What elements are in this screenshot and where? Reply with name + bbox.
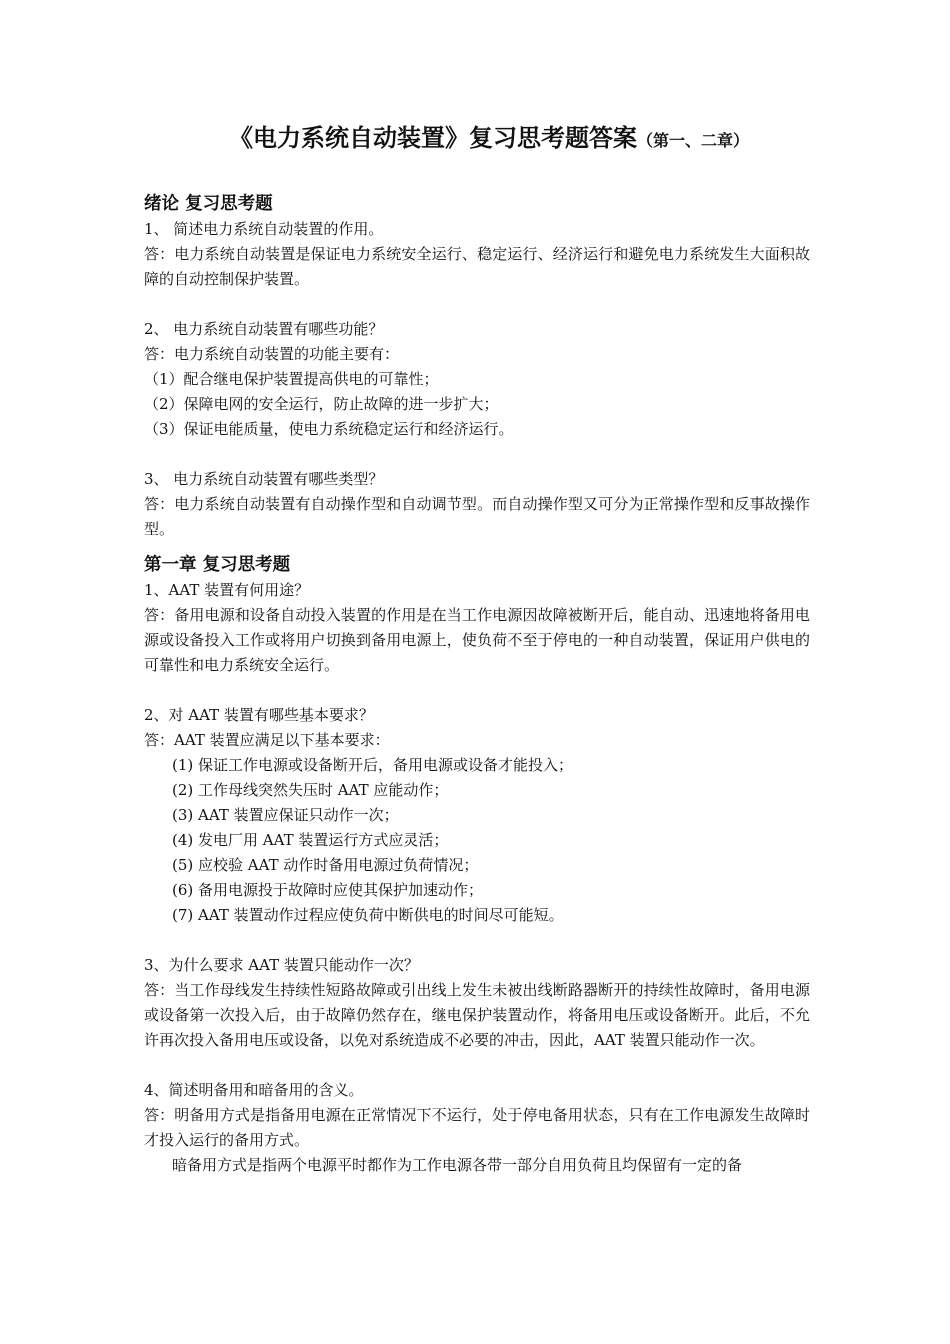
question-text: 1、AAT 装置有何用途？ xyxy=(144,581,310,599)
list-item: (5) 应校验 AAT 动作时备用电源过负荷情况； xyxy=(172,856,479,874)
chapter1-question-2 xyxy=(144,703,810,928)
title-note: （第一、二章） xyxy=(636,131,749,150)
intro-question-3 xyxy=(144,467,810,542)
question-text: 1、 简述电力系统自动装置的作用。 xyxy=(144,220,384,238)
answer-text: 答：明备用方式是指备用电源在正常情况下不运行，处于停电备用状态，只有在工作电源发生故障时才投入运行的备用方式。 xyxy=(144,1106,810,1149)
list-item: (6) 备用电源投于故障时应使其保护加速动作； xyxy=(172,881,484,899)
question-text: 3、 电力系统自动装置有哪些类型？ xyxy=(144,470,384,488)
answer-intro: 答：AAT 装置应满足以下基本要求： xyxy=(144,731,390,749)
question-text: 4、简述明备用和暗备用的含义。 xyxy=(144,1081,364,1099)
list-item: (3) AAT 装置应保证只动作一次； xyxy=(172,806,399,824)
chapter1-heading: 第一章 复习思考题 xyxy=(144,555,291,575)
answer-continuation: 暗备用方式是指两个电源平时都作为工作电源各带一部分自用负荷且均保留有一定的备 xyxy=(172,1156,743,1174)
answer-text: 答：当工作母线发生持续性短路故障或引出线上发生未被出线断路器断开的持续性故障时，备用电源或设备第一次投入后，由于故障仍然存在，继电保护装置动作，将备用电压或设备断开。此后，不允许再次投入备用电压或设备，以免对系统造成不必要的冲击，因此，AAT 装置只能动作一次。 xyxy=(144,981,810,1049)
answer-text: 答：备用电源和设备自动投入装置的作用是在当工作电源因故障被断开后，能自动、迅速地将备用电源或设备投入工作或将用户切换到备用电源上，使负荷不至于停电的一种自动装置，保证用户供电的可靠性和电力系统安全运行。 xyxy=(144,606,810,674)
question-text: 3、为什么要求 AAT 装置只能动作一次？ xyxy=(144,956,419,974)
document-title xyxy=(156,120,822,159)
intro-heading: 绪论 复习思考题 xyxy=(144,194,273,214)
answer-intro: 答：电力系统自动装置的功能主要有： xyxy=(144,345,400,363)
list-item: (4) 发电厂用 AAT 装置运行方式应灵活； xyxy=(172,831,449,849)
intro-question-2 xyxy=(144,317,810,442)
question-text: 2、对 AAT 装置有哪些基本要求？ xyxy=(144,706,374,724)
title-main: 《电力系统自动装置》复习思考题答案 xyxy=(228,123,637,152)
list-item: (2) 工作母线突然失压时 AAT 应能动作； xyxy=(172,781,449,799)
document-body xyxy=(144,120,810,1178)
chapter1-question-3 xyxy=(144,953,810,1053)
chapter1-question-4 xyxy=(144,1078,810,1178)
list-item: (1) 保证工作电源或设备断开后，备用电源或设备才能投入； xyxy=(172,756,574,774)
list-item: （1）配合继电保护装置提高供电的可靠性； xyxy=(144,370,439,388)
list-item: (7) AAT 装置动作过程应使负荷中断供电的时间尽可能短。 xyxy=(172,906,564,924)
chapter1-question-1 xyxy=(144,578,810,678)
answer-text: 答：电力系统自动装置是保证电力系统安全运行、稳定运行、经济运行和避免电力系统发生大面积故障的自动控制保护装置。 xyxy=(144,245,810,288)
list-item: （2）保障电网的安全运行，防止故障的进一步扩大； xyxy=(144,395,499,413)
list-item: （3）保证电能质量，使电力系统稳定运行和经济运行。 xyxy=(144,420,514,438)
answer-text: 答：电力系统自动装置有自动操作型和自动调节型。而自动操作型又可分为正常操作型和反事故操作型。 xyxy=(144,495,810,538)
question-text: 2、 电力系统自动装置有哪些功能？ xyxy=(144,320,384,338)
intro-question-1 xyxy=(144,217,810,292)
